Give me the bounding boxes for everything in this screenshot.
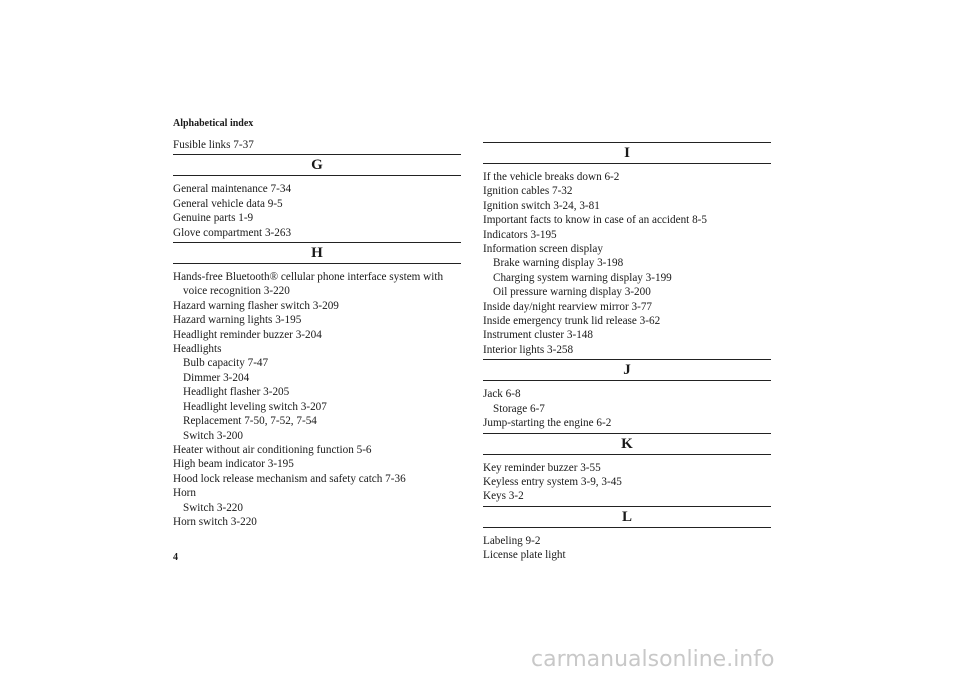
index-entry <box>173 270 461 299</box>
index-entry: License plate light <box>483 549 566 562</box>
index-entry-continuation: voice recognition 3-220 <box>183 285 290 298</box>
index-subentry: Oil pressure warning display 3-200 <box>493 286 651 299</box>
index-entry-line: Hands-free Bluetooth® cellular phone interface system with <box>173 271 444 284</box>
index-subentry: Dimmer 3-204 <box>183 371 250 384</box>
index-subentry: Switch 3-220 <box>183 501 243 514</box>
index-entry: General vehicle data 9-5 <box>173 197 283 210</box>
index-entry: Labeling 9-2 <box>483 534 541 547</box>
index-subentry: Switch 3-200 <box>183 429 243 442</box>
index-entry: Headlights <box>173 343 222 356</box>
index-column-left <box>173 138 461 529</box>
index-entry: Ignition switch 3-24, 3-81 <box>483 199 600 212</box>
letter-heading-h: H <box>173 242 461 264</box>
index-entry: Keyless entry system 3-9, 3-45 <box>483 475 622 488</box>
index-subentry: Headlight flasher 3-205 <box>183 386 290 399</box>
index-entry: Hazard warning lights 3-195 <box>173 314 302 327</box>
index-subentry: Replacement 7-50, 7-52, 7-54 <box>183 415 317 428</box>
index-entry: Important facts to know in case of an accident 8-5 <box>483 214 707 227</box>
index-entry: Ignition cables 7-32 <box>483 185 573 198</box>
index-entry: General maintenance 7-34 <box>173 183 292 196</box>
index-entry: Indicators 3-195 <box>483 228 557 241</box>
index-entry: Jack 6-8 <box>483 388 521 401</box>
index-entry: Jump-starting the engine 6-2 <box>483 417 612 430</box>
index-entry: High beam indicator 3-195 <box>173 458 294 471</box>
index-entry: Hazard warning flasher switch 3-209 <box>173 299 339 312</box>
letter-heading-j: J <box>483 359 771 381</box>
index-entry: Inside emergency trunk lid release 3-62 <box>483 315 661 328</box>
index-entry: Glove compartment 3-263 <box>173 226 292 239</box>
index-subentry: Storage 6-7 <box>493 402 545 415</box>
index-subentry: Headlight leveling switch 3-207 <box>183 400 327 413</box>
index-entry: If the vehicle breaks down 6-2 <box>483 171 620 183</box>
index-entry: Fusible links 7-37 <box>173 139 254 151</box>
letter-heading-l: L <box>483 506 771 528</box>
page-header-title: Alphabetical index <box>173 118 254 129</box>
index-entry: Horn switch 3-220 <box>173 515 257 528</box>
index-entry: Genuine parts 1-9 <box>173 212 254 225</box>
letter-heading-g: G <box>173 154 461 176</box>
index-column-right <box>483 140 771 563</box>
page-number: 4 <box>173 552 178 563</box>
index-subentry: Brake warning display 3-198 <box>493 257 624 270</box>
index-entry: Horn <box>173 487 196 500</box>
letter-heading-k: K <box>483 433 771 455</box>
index-subentry: Bulb capacity 7-47 <box>183 357 269 370</box>
index-entry: Heater without air conditioning function 5-6 <box>173 443 372 456</box>
index-subentry: Charging system warning display 3-199 <box>493 271 672 284</box>
index-entry: Interior lights 3-258 <box>483 343 574 356</box>
index-entry: Hood lock release mechanism and safety catch 7-36 <box>173 472 406 485</box>
index-entry: Information screen display <box>483 243 603 256</box>
index-entry: Instrument cluster 3-148 <box>483 329 593 342</box>
watermark-text: carmanualsonline.info <box>531 647 775 672</box>
index-entry: Key reminder buzzer 3-55 <box>483 461 601 474</box>
index-entry: Keys 3-2 <box>483 490 524 503</box>
letter-heading-i: I <box>483 142 771 164</box>
index-entry: Headlight reminder buzzer 3-204 <box>173 328 322 341</box>
index-entry: Inside day/night rearview mirror 3-77 <box>483 300 653 313</box>
